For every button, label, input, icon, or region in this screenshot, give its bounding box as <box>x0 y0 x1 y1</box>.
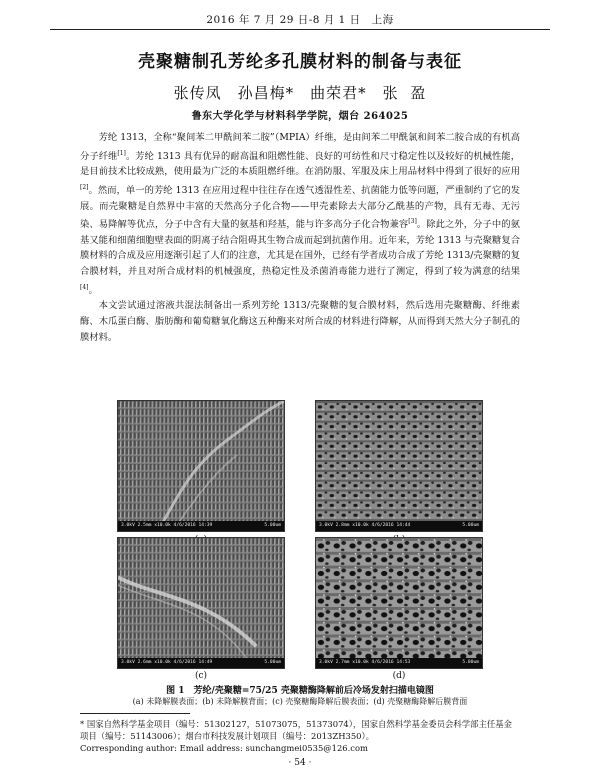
body-text <box>80 130 520 345</box>
sem-info: 3.0kV 2.6mm x10.0k 4/6/2016 14:49 <box>121 660 213 665</box>
header-divider <box>50 29 550 30</box>
sem-image-b <box>315 400 483 532</box>
funding-note: * 国家自然科学基金项目（编号：51302127，51073075，51373074），国家自然科学基金委员会科学部主任基金项目（编号：51143006）；烟台市科技发展计划项目（编号：2013ZH350）。 <box>80 719 513 741</box>
citation: [4] <box>80 283 89 291</box>
sem-texture <box>316 538 482 668</box>
sem-info-bar <box>118 658 284 668</box>
sem-texture <box>118 538 284 668</box>
sem-info: 3.0kV 2.8mm x10.0k 4/6/2016 14:44 <box>319 523 411 528</box>
sem-info-bar <box>316 521 482 531</box>
text-run: 。 <box>88 284 98 296</box>
sem-texture <box>118 401 284 531</box>
sem-texture <box>316 401 482 531</box>
scale-bar-label: 5.00um <box>264 523 281 528</box>
corresponding-author: Corresponding author: Email address: sunchangmei0535@126.com <box>80 743 368 753</box>
figure-caption: 图 1 芳纶/壳聚糖=75/25 壳聚糖酶降解前后冷场发射扫描电镜图 <box>166 686 434 696</box>
sem-figure <box>100 392 500 682</box>
header-date-line: 2016 年 7 月 29 日-8 月 1 日 上海 <box>206 14 394 26</box>
paper-title: 壳聚糖制孔芳纶多孔膜材料的制备与表征 <box>138 52 462 72</box>
citation: [3] <box>408 218 417 226</box>
scale-bar-label: 5.00um <box>264 660 281 665</box>
citation: [1] <box>117 149 126 157</box>
text-run: 芳纶 1313，全称“聚间苯二甲酰间苯二胺”（MPIA）纤维，是由间苯二甲酰氯和间苯二胺合成的有机高分子纤维 <box>80 132 520 162</box>
footnote-divider <box>80 713 190 714</box>
text-run: 。除此之外，分子中的氨基又能和细菌细胞壁表面的阴离子结合阻碍其生物合成而起到抗菌作用。近年来，芳纶 1313 与壳聚糖复合膜材料的合成及应用逐渐引起了人们的注意，尤其是在国外，已经有学者成功合成了芳纶 1313/壳聚糖的复合膜材料，并且对所合成材料的机械强度，热稳定性及杀菌消毒能力进行了测定，得到了较为满意的结果 <box>80 219 520 278</box>
sem-info: 3.0kV 2.7mm x10.0k 4/6/2016 14:53 <box>319 660 411 665</box>
sem-info: 3.0kV 2.5mm x10.0k 4/6/2016 14:39 <box>121 523 213 528</box>
panel-label-c: (c) <box>194 671 208 681</box>
footnote <box>80 718 520 754</box>
paragraph-aim: 本文尝试通过溶液共混法制备出一系列芳纶 1313/壳聚糖的复合膜材料，然后选用壳聚糖酶、纤维素酶、木瓜蛋白酶、脂肪酶和葡萄糖氧化酶这五种酶来对所合成的材料进行降解，从而得到天然大分子制孔的膜材料。 <box>80 300 520 343</box>
sem-image-c <box>117 537 285 669</box>
sem-image-a <box>117 400 285 532</box>
scale-bar-label: 5.00um <box>462 523 479 528</box>
figure-subcaption: (a) 未降解膜表面；(b) 未降解膜背面；(c) 壳聚糖酶降解后膜表面；(d) 壳聚糖酶降解后膜背面 <box>132 697 468 706</box>
sem-info-bar <box>118 521 284 531</box>
page-number: · 54 · <box>288 758 312 768</box>
text-run: 。然而，单一的芳纶 1313 在应用过程中往往存在透气透湿性差、抗菌能力低等问题，严重制约了它的发展。而壳聚糖是自然界中丰富的天然高分子化合物——甲壳素除去大部分乙酰基的产物，具有无毒、无污染、易降解等优点，分子中含有大量的氨基和羟基，能与许多高分子化合物兼容 <box>80 184 520 231</box>
panel-label-d: (d) <box>392 671 406 681</box>
author-list: 张传凤 孙昌梅* 曲荣君* 张 盈 <box>173 84 427 102</box>
affiliation: 鲁东大学化学与材料科学学院，烟台 264025 <box>191 111 409 122</box>
paragraph-intro <box>80 130 520 298</box>
text-run: 。芳纶 1313 具有优异的耐高温和阻燃性能、良好的可纺性和尺寸稳定性以及较好的机械性能，是目前技术比较成熟，使用最为广泛的本质阻燃纤维。在消防服、军服及床上用品材料中得到了很好的应用 <box>80 150 520 178</box>
scale-bar-label: 5.00um <box>462 660 479 665</box>
sem-image-d <box>315 537 483 669</box>
citation: [2] <box>80 183 89 191</box>
sem-info-bar <box>316 658 482 668</box>
